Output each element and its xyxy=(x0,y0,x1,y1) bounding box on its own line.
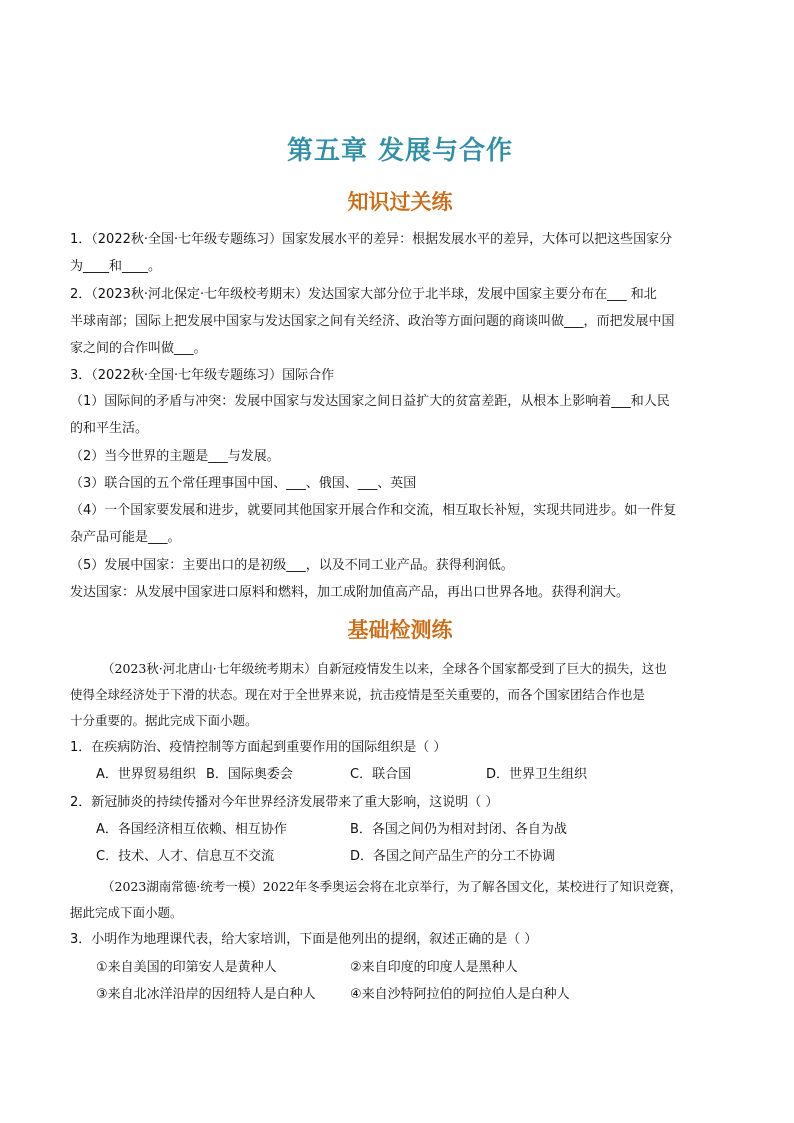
intro2-line-1: （2023湖南常德·统考一模）2022年冬季奥运会将在北京举行，为了解各国文化，某校进行了知识竞赛， xyxy=(102,879,683,894)
q1-line-2: 为____和____。 xyxy=(70,259,162,274)
q2-line-3: 家之间的合作叫做___。 xyxy=(70,341,207,356)
q3-line-1: 3．（2022秋·全国·七年级专题练习）国际合作 xyxy=(70,368,335,383)
q3-line-4: （2）当今世界的主题是___与发展。 xyxy=(70,449,280,464)
mq1-option-c[interactable]: C．联合国 xyxy=(350,767,412,782)
q3-line-8: （5）发展中国家：主要出口的是初级___，以及不同工业产品。获得利润低。 xyxy=(70,558,514,573)
intro1-line-1: （2023秋·河北唐山·七年级统考期末）自新冠疫情发生以来，全球各个国家都受到了巨大的损失，这也 xyxy=(102,661,667,676)
mq2-stem: 2．新冠肺炎的持续传播对今年世界经济发展带来了重大影响，这说明（ ） xyxy=(70,795,499,810)
mq2-option-b[interactable]: B．各国之间仍为相对封闭、各自为战 xyxy=(350,822,567,837)
q1-line-1: 1．（2022秋·全国·七年级专题练习）国家发展水平的差异：根据发展水平的差异，大体可以把这些国家分 xyxy=(70,232,673,247)
q3-line-3: 的和平生活。 xyxy=(70,421,149,436)
mq3-statement-1: ①来自美国的印第安人是黄种人 xyxy=(96,960,277,975)
mq3-statement-3: ③来自北冰洋沿岸的因纽特人是白种人 xyxy=(96,987,316,1002)
mq1-option-a[interactable]: A．世界贸易组织 xyxy=(96,767,196,782)
section-heading-basic: 基础检测练 xyxy=(347,618,453,642)
mq3-stem: 3．小明作为地理课代表，给大家培训，下面是他列出的提纲，叙述正确的是（ ） xyxy=(70,932,538,947)
q3-line-9: 发达国家：从发展中国家进口原料和燃料，加工成附加值高产品，再出口世界各地。获得利润大。 xyxy=(70,585,630,600)
intro1-line-3: 十分重要的。据此完成下面小题。 xyxy=(70,713,258,728)
intro1-line-2: 使得全球经济处于下滑的状态。现在对于全世界来说，抗击疫情是至关重要的，而各个国家团结合作也是 xyxy=(70,687,646,702)
mq1-option-d[interactable]: D．世界卫生组织 xyxy=(486,767,588,782)
q3-line-6: （4）一个国家要发展和进步，就要同其他国家开展合作和交流，相互取长补短，实现共同进步。如一件复 xyxy=(70,503,677,518)
mq3-statement-2: ②来自印度的印度人是黑种人 xyxy=(350,960,518,975)
mq3-statement-4: ④来自沙特阿拉伯的阿拉伯人是白种人 xyxy=(350,987,570,1002)
mq2-option-c[interactable]: C．技术、人才、信息互不交流 xyxy=(96,849,275,864)
q3-line-2: （1）国际间的矛盾与冲突：发展中国家与发达国家之间日益扩大的贫富差距，从根本上影响着___和人民 xyxy=(70,394,670,409)
mq1-option-b[interactable]: B．国际奥委会 xyxy=(206,767,293,782)
q3-line-5: （3）联合国的五个常任理事国中国、___、俄国、___、英国 xyxy=(70,476,417,491)
q3-line-7: 杂产品可能是___。 xyxy=(70,530,181,545)
intro2-line-2: 据此完成下面小题。 xyxy=(70,905,183,920)
q2-line-1: 2．（2023秋·河北保定·七年级校考期末）发达国家大部分位于北半球，发展中国家主要分布在___ 和北 xyxy=(70,287,657,302)
q2-line-2: 半球南部；国际上把发展中国家与发达国家之间有关经济、政治等方面问题的商谈叫做___，而把发展中国 xyxy=(70,314,675,329)
mq2-option-a[interactable]: A．各国经济相互依赖、相互协作 xyxy=(96,822,287,837)
mq2-option-d[interactable]: D．各国之间产品生产的分工不协调 xyxy=(350,849,556,864)
section-heading-knowledge: 知识过关练 xyxy=(347,190,453,214)
mq1-stem: 1．在疾病防治、疫情控制等方面起到重要作用的国际组织是（ ） xyxy=(70,740,447,755)
page-title: 第五章 发展与合作 xyxy=(286,136,514,166)
